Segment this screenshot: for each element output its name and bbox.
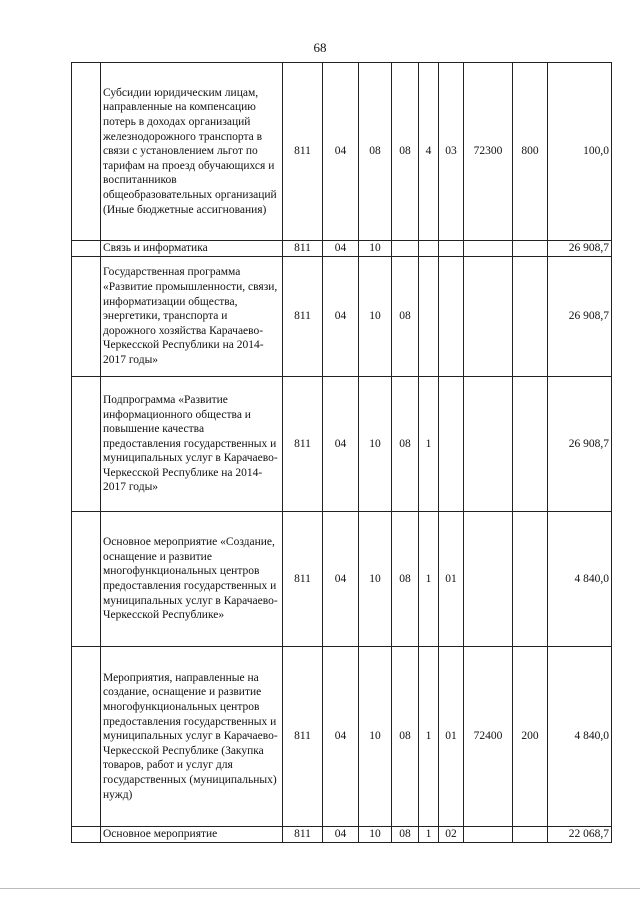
code-cs-program: 08: [392, 647, 419, 827]
code-gr: 811: [283, 827, 323, 843]
table-row: [72, 512, 612, 647]
code-cs-program: 08: [392, 827, 419, 843]
code-rz: 04: [323, 257, 359, 377]
code-cs-event: 01: [439, 647, 464, 827]
empty-cell: [72, 647, 101, 827]
code-cs-direction: [464, 827, 513, 843]
row-name: Субсидии юридическим лицам, направленные на компенсацию потерь в доходах организаций железнодорожного транспорта в связи с установлением льгот по тарифам на проезд обучающихся и воспитанников общеобразовательных организаций (Иные бюджетные ассигнования): [101, 63, 283, 241]
code-gr: 811: [283, 241, 323, 257]
code-vr: [513, 377, 548, 512]
empty-cell: [72, 257, 101, 377]
code-gr: 811: [283, 512, 323, 647]
code-rz: 04: [323, 63, 359, 241]
code-cs-event: 02: [439, 827, 464, 843]
row-name: Основное мероприятие: [101, 827, 283, 843]
code-cs-direction: [464, 377, 513, 512]
row-sum: 4 840,0: [548, 647, 612, 827]
code-cs-event: [439, 241, 464, 257]
code-gr: 811: [283, 63, 323, 241]
row-sum: 22 068,7: [548, 827, 612, 843]
code-pr: 10: [359, 241, 392, 257]
table-row: [72, 647, 612, 827]
code-cs-direction: [464, 257, 513, 377]
budget-table: [71, 62, 612, 843]
code-vr: [513, 827, 548, 843]
code-cs-event: 01: [439, 512, 464, 647]
code-cs-direction: [464, 512, 513, 647]
code-gr: 811: [283, 647, 323, 827]
code-rz: 04: [323, 827, 359, 843]
code-cs-direction: 72300: [464, 63, 513, 241]
table-row: [72, 63, 612, 241]
code-gr: 811: [283, 377, 323, 512]
code-vr: [513, 241, 548, 257]
code-gr: 811: [283, 257, 323, 377]
row-sum: 26 908,7: [548, 241, 612, 257]
code-vr: 200: [513, 647, 548, 827]
code-cs-program: 08: [392, 257, 419, 377]
code-rz: 04: [323, 512, 359, 647]
row-name: Подпрограмма «Развитие информационного общества и повышение качества предоставления государственных и муниципальных услуг в Карачаево-Черкесской Республике на 2014-2017 годы»: [101, 377, 283, 512]
code-cs-event: [439, 377, 464, 512]
code-cs-subprogram: 1: [419, 512, 439, 647]
row-name: Мероприятия, направленные на создание, оснащение и развитие многофункциональных центров предоставления государственных и муниципальных услуг в Карачаево-Черкесской Республике (Закупка товаров, работ и услуг для государственных (муниципальных) нужд): [101, 647, 283, 827]
code-cs-subprogram: [419, 257, 439, 377]
row-name: Основное мероприятие «Создание, оснащение и развитие многофункциональных центров предоставления государственных и муниципальных услуг в Карачаево-Черкесской Республике»: [101, 512, 283, 647]
code-cs-program: [392, 241, 419, 257]
row-sum: 26 908,7: [548, 257, 612, 377]
code-pr: 10: [359, 827, 392, 843]
code-pr: 10: [359, 512, 392, 647]
code-vr: [513, 512, 548, 647]
row-sum: 4 840,0: [548, 512, 612, 647]
code-vr: [513, 257, 548, 377]
code-pr: 08: [359, 63, 392, 241]
code-cs-subprogram: 1: [419, 647, 439, 827]
code-cs-direction: [464, 241, 513, 257]
empty-cell: [72, 241, 101, 257]
page-number: 68: [313, 40, 327, 55]
code-cs-event: 03: [439, 63, 464, 241]
empty-cell: [72, 512, 101, 647]
code-vr: 800: [513, 63, 548, 241]
code-cs-subprogram: 1: [419, 827, 439, 843]
code-cs-event: [439, 257, 464, 377]
page-edge-line: [0, 888, 640, 889]
code-cs-direction: 72400: [464, 647, 513, 827]
code-pr: 10: [359, 647, 392, 827]
row-name: Связь и информатика: [101, 241, 283, 257]
table-row: [72, 257, 612, 377]
empty-cell: [72, 63, 101, 241]
code-rz: 04: [323, 377, 359, 512]
table-row: [72, 241, 612, 257]
empty-cell: [72, 827, 101, 843]
code-rz: 04: [323, 647, 359, 827]
row-sum: 100,0: [548, 63, 612, 241]
table-row: [72, 377, 612, 512]
code-cs-program: 08: [392, 512, 419, 647]
code-cs-subprogram: 4: [419, 63, 439, 241]
code-pr: 10: [359, 257, 392, 377]
code-cs-subprogram: [419, 241, 439, 257]
empty-cell: [72, 377, 101, 512]
row-name: Государственная программа «Развитие промышленности, связи, информатизации общества, энергетики, транспорта и дорожного хозяйства Карачаево-Черкесской Республики на 2014-2017 годы»: [101, 257, 283, 377]
code-cs-program: 08: [392, 63, 419, 241]
row-sum: 26 908,7: [548, 377, 612, 512]
code-pr: 10: [359, 377, 392, 512]
code-rz: 04: [323, 241, 359, 257]
code-cs-program: 08: [392, 377, 419, 512]
code-cs-subprogram: 1: [419, 377, 439, 512]
table-row: [72, 827, 612, 843]
